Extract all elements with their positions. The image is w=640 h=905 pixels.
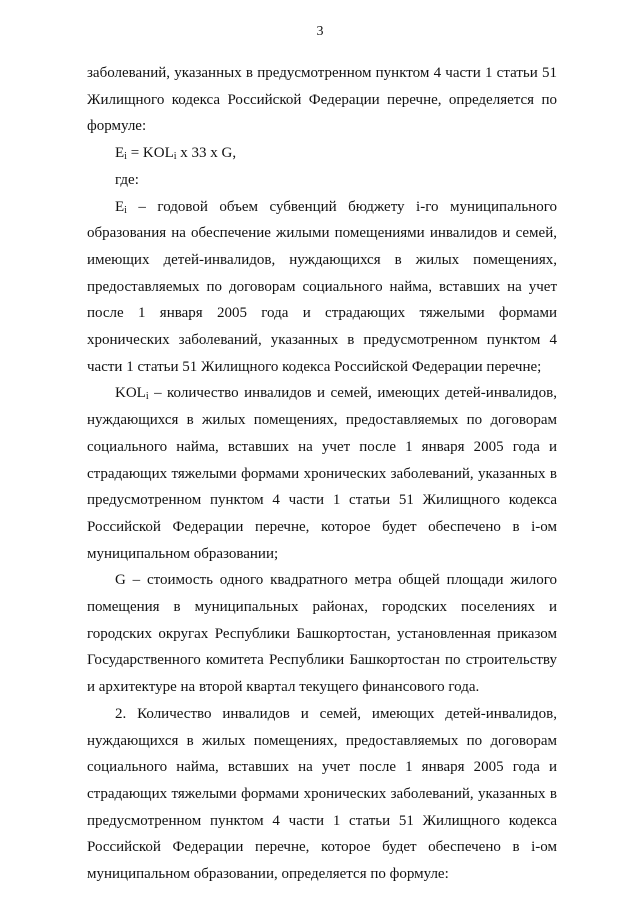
definition-kol-sub: i <box>145 391 149 403</box>
where-label: где: <box>115 171 139 188</box>
formula-rhs: x 33 x G, <box>176 145 237 162</box>
page-number: 3 <box>316 24 324 39</box>
definition-kol-text: – количество инвалидов и семей, имеющих детей-инвалидов, нуждающихся в жилых помещениях, предоставляемых по договорам социального найма, вставших на учет после 1 января 2005 года и страдающих тяжелыми формами хронических заболеваний, указанных в предусмотренном пунктом 4 части 1 статьи 51 Жилищного кодекса Российской Федерации перечне, которое будет обеспечено в i-ом муниципальном образовании; <box>87 385 557 562</box>
definition-e-text: – годовой объем субвенций бюджету i-го муниципального образования на обеспечение жилыми помещениями инвалидов и семей, имеющих детей-инвалидов, нуждающихся в жилых помещениях, предоставляемых по договорам социального найма, вставших на учет после 1 января 2005 года и страдающих тяжелыми формами хронических заболеваний, указанных в предусмотренном пунктом 4 части 1 статьи 51 Жилищного кодекса Российской Федерации перечне; <box>87 198 557 375</box>
formula-line <box>87 140 557 167</box>
intro-paragraph: заболеваний, указанных в предусмотренном пунктом 4 части 1 статьи 51 Жилищного кодекса Российской Федерации перечне, определяется по формуле: <box>87 65 557 135</box>
definition-g: G – стоимость одного квадратного метра общей площади жилого помещения в муниципальных районах, городских поселениях и городских округах Республики Башкортостан, установленная приказом Государственного комитета Республики Башкортостан по строительству и архитектуре на второй квартал текущего финансового года. <box>87 572 557 696</box>
definition-e <box>87 194 557 381</box>
item-2-paragraph: 2. Количество инвалидов и семей, имеющих детей-инвалидов, нуждающихся в жилых помещениях, предоставляемых по договорам социального найма, вставших на учет после 1 января 2005 года и страдающих тяжелыми формами хронических заболеваний, указанных в предусмотренном пунктом 4 части 1 статьи 51 Жилищного кодекса Российской Федерации перечне, которое будет обеспечено в i-ом муниципальном образовании, определяется по формуле: <box>87 705 557 883</box>
definition-kol <box>87 380 557 567</box>
formula-eq: = KOL <box>126 145 174 162</box>
formula-kol-sub: i <box>173 151 177 163</box>
definition-e-sub: i <box>124 204 127 216</box>
formula-lhs: E <box>115 145 125 162</box>
formula-lhs-sub: i <box>124 151 127 163</box>
definition-kol-symbol: KOL <box>115 385 146 402</box>
document-body <box>87 60 557 888</box>
definition-e-symbol: E <box>115 198 125 215</box>
